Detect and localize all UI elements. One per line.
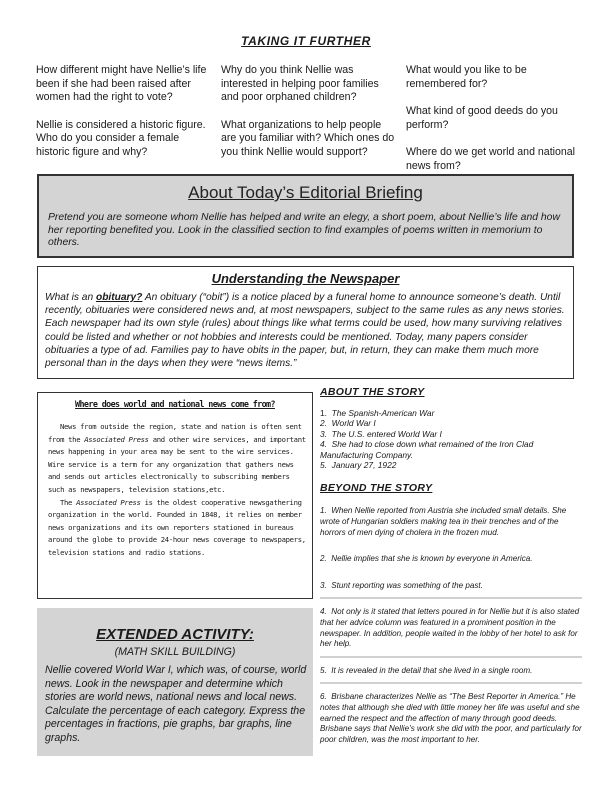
taking-further-col-1 bbox=[36, 64, 214, 174]
item-number: 5. bbox=[320, 665, 327, 675]
news-source-title: Where does world and national news come from? bbox=[75, 399, 275, 409]
question: How different might have Nellie’s life been if she had been raised after women had the right to vote? bbox=[36, 64, 207, 104]
question: What organizations to help people are you familiar with? Which ones do you think Nellie would support? bbox=[221, 118, 395, 158]
question: What would you like to be remembered for? bbox=[406, 64, 527, 90]
obituary-keyword: obituary? bbox=[95, 292, 143, 303]
item-number: 2. bbox=[320, 554, 327, 564]
ap-name: Associated Press bbox=[84, 434, 149, 444]
beyond-story-title: BEYOND THE STORY bbox=[320, 482, 433, 495]
list-item bbox=[320, 666, 582, 677]
understanding-newspaper-box bbox=[37, 266, 574, 379]
extended-activity-box bbox=[37, 608, 313, 756]
item-text: Nellie implies that she is known by everyone in America. bbox=[331, 554, 533, 564]
about-story-title: ABOUT THE STORY bbox=[320, 386, 425, 398]
divider bbox=[320, 597, 582, 599]
spacer bbox=[320, 565, 582, 581]
extended-title: EXTENDED ACTIVITY: bbox=[96, 626, 254, 643]
text: and other wire services, and important news happening in your area may be sent to the wire services. Wire service is a term for any organization that gathers news and sends out articles electronically to subscribing members such as newspapers, television stations,etc. bbox=[48, 434, 306, 494]
item-number: 3. bbox=[320, 428, 327, 439]
item-number: 6. bbox=[320, 692, 327, 702]
taking-further-col-3 bbox=[406, 64, 578, 188]
extended-subtitle: (MATH SKILL BUILDING) bbox=[114, 646, 236, 658]
briefing-title: About Today’s Editorial Briefing bbox=[188, 183, 423, 202]
item-number: 4. bbox=[320, 607, 327, 617]
list-item bbox=[320, 554, 582, 565]
item-text: January 27, 1922 bbox=[331, 460, 397, 471]
divider bbox=[320, 682, 582, 684]
list-item bbox=[320, 429, 582, 439]
item-text: The Spanish-American War bbox=[331, 408, 435, 418]
item-text: She had to close down what remained of the Iron Clad Manufacturing Company. bbox=[320, 439, 534, 460]
taking-further-title: TAKING IT FURTHER bbox=[241, 34, 371, 48]
question: Where do we get world and national news from? bbox=[406, 146, 576, 172]
list-item bbox=[320, 418, 582, 428]
item-text: The U.S. entered World War I bbox=[331, 428, 442, 439]
text: The bbox=[60, 497, 77, 507]
spacer bbox=[320, 538, 582, 554]
item-number: 1. bbox=[320, 408, 327, 418]
list-item bbox=[320, 581, 582, 592]
list-item bbox=[320, 408, 582, 418]
taking-further-col-2 bbox=[221, 64, 399, 174]
lead-text: What is an bbox=[45, 292, 96, 303]
about-story-list bbox=[320, 408, 582, 470]
body-text: An obituary (“obit”) is a notice placed by a funeral home to announce someone’s death. Until recently, obituaries were considered news and, at most newspapers, subject to the same rules as any news stories. Each newspaper had its own style (rules) about things like what terms could be used, how many surviving relatives could be listed and whether or not hobbies and interests could be mentioned. Today, many papers consider obituaries a type of ad. Families pay to have obits in the paper, but, in return, they can make them much more personal than in the days when they were “news items.” bbox=[45, 292, 565, 370]
item-text: World War I bbox=[331, 418, 376, 429]
list-item bbox=[320, 460, 582, 470]
text: News from outside the region, state and nation is often sent from the bbox=[48, 422, 302, 444]
list-item bbox=[320, 692, 582, 745]
item-text: Brisbane characterizes Nellie as “The Best Reporter in America.” He notes that although she died with little money her life was useful and she earned the respect and the affection of many through good deeds. Brisbane says that Nellie’s work she did with the poor, and particularly for poor children, was the most important to her. bbox=[320, 692, 582, 744]
paragraph bbox=[48, 421, 306, 497]
question: Nellie is considered a historic figure. Who do you consider a female historic figure and why? bbox=[36, 118, 206, 158]
list-item bbox=[320, 506, 582, 538]
briefing-text: Pretend you are someone whom Nellie has helped and write an elegy, a short poem, about Nellie’s life and how her reporting benefited you. Look in the classified section to find examples of poems written in memorium to others. bbox=[48, 212, 560, 249]
question: Why do you think Nellie was interested in helping poor families and poor orphaned children? bbox=[221, 64, 379, 104]
editorial-briefing-box bbox=[37, 174, 574, 258]
list-item bbox=[320, 439, 582, 460]
item-number: 5. bbox=[320, 460, 327, 471]
list-item bbox=[320, 607, 582, 649]
beyond-story-list bbox=[320, 506, 582, 745]
extended-text: Nellie covered World War I, which was, of course, world news. Look in the newspaper and determine which stories are world news, national news and local news. Calculate the percentage of each category. Express the percentages in fractions, pie graphs, bar graphs, line graphs. bbox=[45, 664, 307, 744]
item-number: 3. bbox=[320, 580, 327, 590]
ap-name: Associated Press bbox=[76, 497, 141, 507]
divider bbox=[320, 656, 582, 658]
item-text: Not only is it stated that letters poured in for Nellie but it is also stated that her advice column was featured in a prominent position in the newspaper. In addition, people waited in the lobby of her hotel to ask for her help. bbox=[320, 607, 580, 649]
item-text: When Nellie reported from Austria she included small details. She wrote of Hungarian soldiers making tea in their trenches and of the horrors of men dying of cholera in the frozen mud. bbox=[320, 506, 567, 537]
item-number: 2. bbox=[320, 418, 327, 429]
item-number: 4. bbox=[320, 439, 327, 450]
answers-column bbox=[320, 386, 582, 745]
understanding-title: Understanding the Newspaper bbox=[211, 271, 400, 286]
paragraph bbox=[48, 497, 306, 560]
understanding-text bbox=[45, 291, 566, 370]
question: What kind of good deeds do you perform? bbox=[406, 105, 558, 131]
item-text: It is revealed in the detail that she lived in a single room. bbox=[331, 665, 533, 675]
item-number: 1. bbox=[320, 506, 327, 516]
news-source-body bbox=[48, 421, 306, 560]
item-text: Stunt reporting was something of the past. bbox=[331, 580, 483, 590]
text: is the oldest cooperative newsgathering organization in the world. Founded in 1848, it relies on member news organizations and its own reporters stationed in bureaus around the globe to provide 24-hour news coverage to newspapers, television stations and radio stations. bbox=[48, 497, 306, 557]
news-source-box bbox=[37, 392, 313, 599]
